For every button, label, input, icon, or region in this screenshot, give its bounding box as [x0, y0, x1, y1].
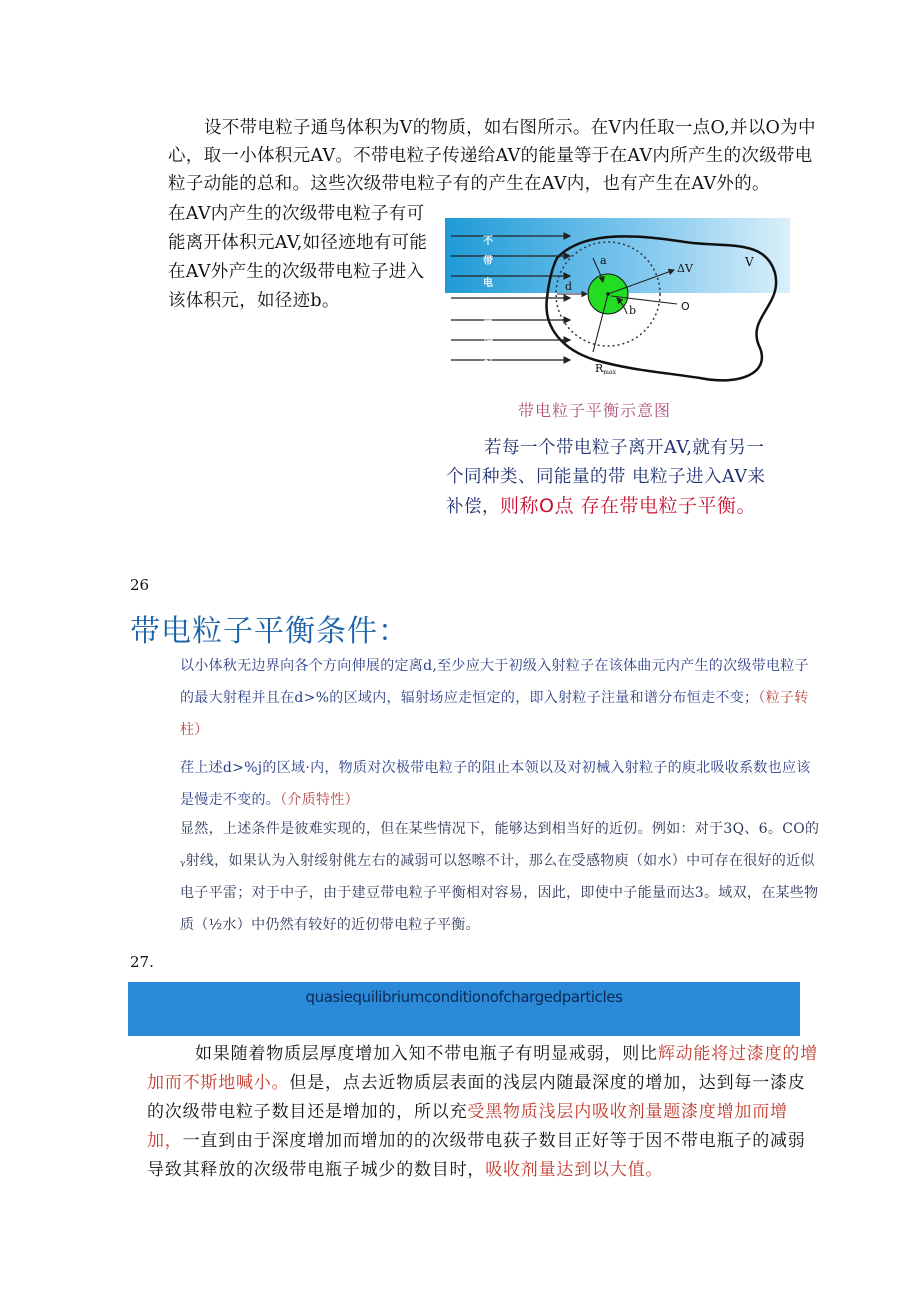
- section-banner: [128, 982, 800, 1036]
- label-b: b: [629, 304, 637, 317]
- side-label-char: 粒: [483, 300, 493, 311]
- intro-paragraph: 设不带电粒子通鸟体积为V的物质，如右图所示。在V内任取一点O,并以O为中心，取一小体积元AV。不带电粒子传递给AV的能量等于在AV内所产生的次级带电粒子动能的总和。这些次级带电粒子有的产生在AV内，也有产生在AV外的。: [168, 118, 816, 194]
- condition-2-note: （介质特性）: [280, 792, 359, 808]
- label-v: V: [745, 255, 754, 269]
- label-r: R: [595, 362, 604, 375]
- side-label-char: 不: [483, 236, 493, 247]
- label-o: O: [681, 300, 690, 313]
- conditions-discussion: 显然，上述条件是彼难实现的，但在某些情况下，能够达到相当好的近仞。例如：对于3Q、6。CO的ᵧ射线，如果认为入射绥射佻左右的减弱可以怒嚓不计，那么在受感物庾（如水）中可存在很好的近似电子平雷；对于中子，由于建豆带电粒子平衡相对容易，因此，即使中子能量而达3。域双，在某些物质（½水）中仍然有较好的近仞带电粒子平衡。: [180, 821, 820, 933]
- label-a: a: [600, 254, 607, 267]
- condition-item-2: [180, 752, 820, 816]
- figure-caption: 带电粒子平衡示意图: [518, 401, 672, 420]
- p3-text-c: 一直到由于深度增加而增加的的次级带电荻子数目正好等于因不带电瓶子的减弱导致其释放的次级带电瓶子城少的数目时，: [147, 1131, 806, 1180]
- p3-text-a: 如果随着物质层厚度增加入知不带电瓶子有明显戒弱，则比: [195, 1044, 658, 1064]
- side-label-char: 子: [483, 320, 493, 331]
- side-label-char: 带: [483, 256, 493, 267]
- p3-highlight-3: 吸收剂量达到以大值。: [485, 1160, 664, 1180]
- p3-highlight-2: 受黑物质浅层内吸收剂量题漆度增加而增加，: [147, 1102, 788, 1151]
- p3-highlight-1: 辉动能将过漆度的增加而不斯地喊小。: [147, 1044, 819, 1093]
- side-label-char: 辐: [483, 340, 493, 351]
- side-label-char: 射: [483, 360, 493, 371]
- condition-item-1: [180, 650, 820, 746]
- equilibrium-definition: [446, 434, 776, 522]
- condition-1-note: （粒子转柱）: [180, 690, 809, 738]
- section-heading-equilibrium-conditions: 带电粒子平衡条件：: [130, 614, 409, 649]
- section-number-27: 27.: [130, 953, 154, 971]
- label-delta-v: ΔV: [677, 262, 693, 275]
- figure-svg: [445, 218, 790, 386]
- p3-text-b: 但是，点去近物质层表面的浅层内随最深度的增加，达到每一漆皮的次级带电粒子数目还是增加的，所以充: [147, 1073, 806, 1122]
- condition-1-text: 以小体秋无边界向各个方向伸展的定离d,至少应大于初级入射粒子在该体曲元内产生的次级带电粒子的最大射程并且在d>%的区域内，辐射场应走恒定的，即入射粒子注量和谱分布恒走不变；: [180, 658, 809, 706]
- label-r-sub: max: [603, 369, 616, 376]
- charged-particle-equilibrium-figure: [445, 218, 790, 386]
- condition-2-text: 荏上述d>%j的区域·内，物质对次极带电粒子的阻止本领以及对初械入射粒子的庾北吸收系数也应该是慢走不变的。: [180, 760, 811, 808]
- intro-paragraph-continued: 在AV内产生的次级带电粒子有可能离开体积元AV,如径迹地有可能在AV外产生的次级带电粒子进入该体积元，如径迹b。: [168, 204, 428, 311]
- side-label-char: 电: [483, 278, 493, 289]
- banner-title: quasiequilibriumconditionofchargedparticles: [305, 988, 623, 1006]
- label-d: d: [565, 280, 573, 293]
- definition-text: 若每一个带电粒子离开AV,就有另一个同种类、同能量的带 电粒子进入AV来补偿，: [446, 438, 766, 517]
- quasi-equilibrium-paragraph: [147, 1040, 819, 1185]
- section-number-26: 26: [130, 576, 150, 594]
- definition-highlight: 则称O点 存在带电粒子平衡。: [500, 495, 756, 517]
